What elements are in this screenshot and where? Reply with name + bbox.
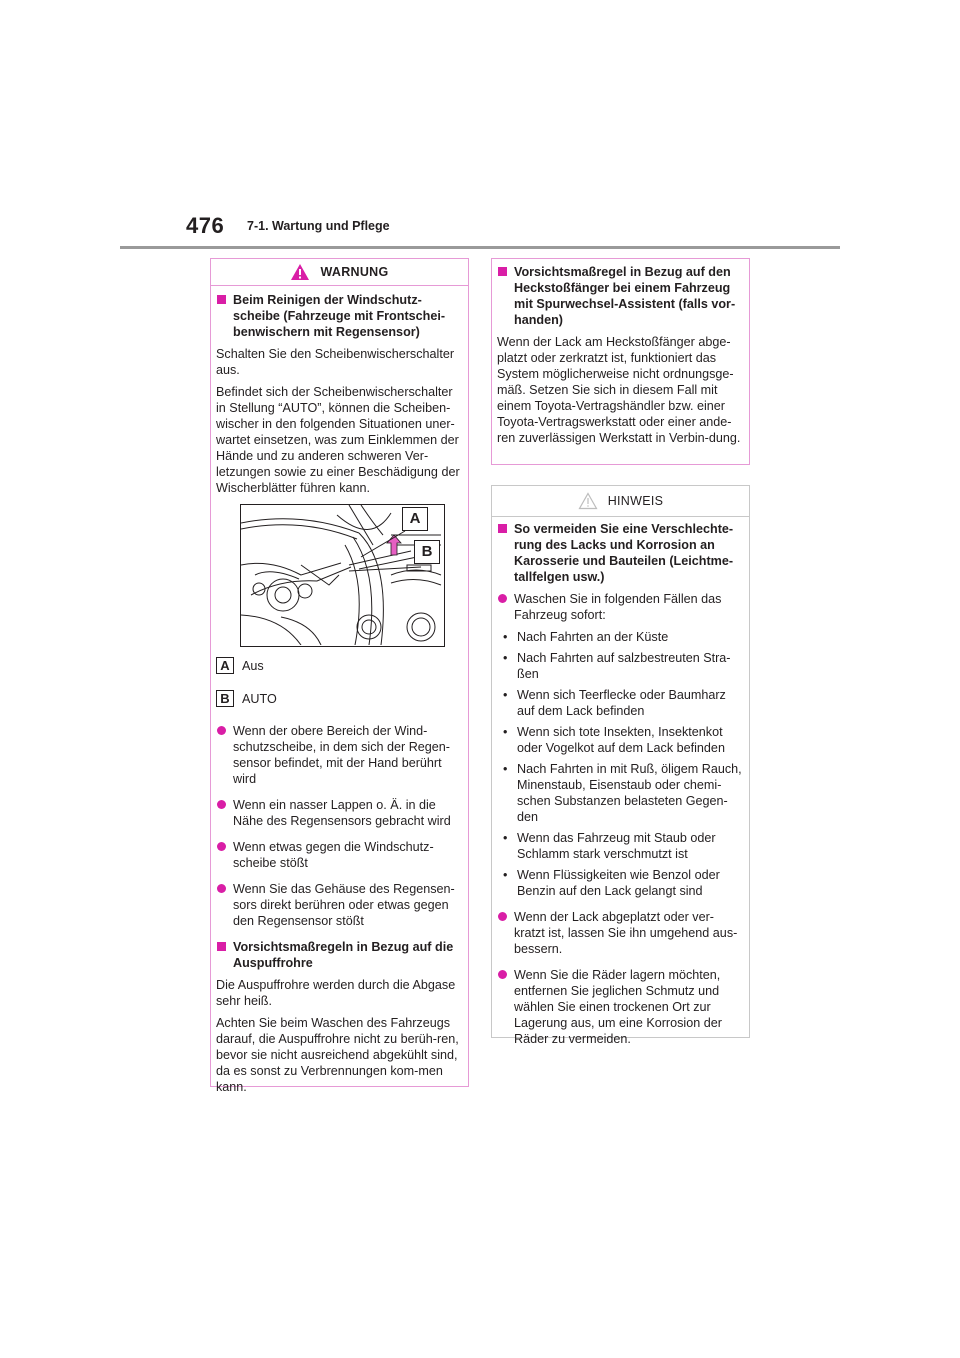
dash-item-text: Nach Fahrten an der Küste bbox=[517, 630, 669, 644]
list-item-text: Waschen Sie in folgenden Fällen das Fahrzeug sofort: bbox=[514, 592, 722, 622]
dash-item-text: Wenn Flüssigkeiten wie Benzol oder Benzin auf den Lack gelangt sind bbox=[517, 868, 720, 898]
heading-text: Vorsichtsmaßregel in Bezug auf den Heckstoßfänger bei einem Fahrzeug mit Spurwechsel-Assistent (falls vor-handen) bbox=[514, 265, 736, 327]
circle-bullet-icon bbox=[217, 726, 226, 735]
notice-box-header bbox=[492, 486, 749, 517]
warning-paragraph: Befindet sich der Scheibenwischerschalter in Stellung “AUTO”, können die Scheiben-wischer in den folgenden Situationen uner-wartet einsetzen, was zum Einklemmen der Hände und zu anderen schweren Ver-letzungen sowie zu einer Beschädigung der Wischerblätter führen kann. bbox=[216, 385, 460, 495]
list-item bbox=[497, 591, 744, 623]
circle-bullet-icon bbox=[498, 594, 507, 603]
warning-title: WARNUNG bbox=[320, 265, 389, 279]
warning-box bbox=[210, 258, 469, 1094]
warning-triangle-icon bbox=[290, 263, 310, 281]
dash-item-text: Wenn sich tote Insekten, Insektenkot oder Vogelkot auf dem Lack befinden bbox=[517, 725, 725, 755]
dash-item-text: Wenn das Fahrzeug mit Staub oder Schlamm stark verschmutzt ist bbox=[517, 831, 716, 861]
legend-item bbox=[216, 690, 463, 707]
header-divider bbox=[120, 246, 840, 249]
dash-item: • Wenn sich tote Insekten, Insektenkot oder Vogelkot auf dem Lack befinden bbox=[497, 724, 744, 756]
dash-item-text: Nach Fahrten auf salzbestreuten Stra-ßen bbox=[517, 651, 731, 681]
legend-badge: B bbox=[216, 690, 234, 707]
list-item-text: Wenn Sie die Räder lagern möchten, entfernen Sie jeglichen Schmutz und wählen Sie einen trockenen Ort zur Lagerung aus, um eine Korrosion der Räder zu vermeiden. bbox=[514, 968, 722, 1046]
figure-callout-b: B bbox=[414, 540, 440, 564]
circle-bullet-icon bbox=[217, 884, 226, 893]
warning-paragraph: Die Auspuffrohre werden durch die Abgase sehr heiß. bbox=[216, 978, 456, 1008]
notice-heading bbox=[497, 521, 744, 585]
circle-bullet-icon bbox=[217, 842, 226, 851]
list-item bbox=[497, 909, 744, 957]
list-item-text: Wenn der obere Bereich der Wind-schutzscheibe, in dem sich der Regen-sensor befindet, mit der Hand berührt wird bbox=[233, 724, 451, 786]
heading-text: Vorsichtsmaßregeln in Bezug auf die Auspuffrohre bbox=[233, 940, 454, 970]
square-bullet-icon bbox=[498, 267, 507, 276]
list-item bbox=[216, 881, 463, 929]
dash-item: • Wenn Flüssigkeiten wie Benzol oder Benzin auf den Lack gelangt sind bbox=[497, 867, 744, 899]
list-item bbox=[216, 723, 463, 787]
dash-item-text: Wenn sich Teerflecke oder Baumharz auf dem Lack befinden bbox=[517, 688, 726, 718]
legend-item bbox=[216, 657, 463, 674]
circle-bullet-icon bbox=[498, 912, 507, 921]
heading-text: Beim Reinigen der Windschutz-scheibe (Fahrzeuge mit Frontschei-benwischern mit Regensensor) bbox=[233, 293, 446, 339]
circle-bullet-icon bbox=[217, 800, 226, 809]
dash-item: • Wenn sich Teerflecke oder Baumharz auf dem Lack befinden bbox=[497, 687, 744, 719]
heading-text: So vermeiden Sie eine Verschlechte-rung des Lacks und Korrosion an Karosserie und Bauteilen (Leichtme-tallfelgen usw.) bbox=[514, 522, 734, 584]
list-item bbox=[216, 839, 463, 871]
figure-callout-a: A bbox=[402, 507, 428, 531]
dash-item: • Wenn das Fahrzeug mit Staub oder Schlamm stark verschmutzt ist bbox=[497, 830, 744, 862]
dash-item-text: Nach Fahrten in mit Ruß, öligem Rauch, Minenstaub, Eisenstaub oder chemi-schen Substanzen belasteten Gegen-den bbox=[517, 762, 742, 824]
legend-text: Aus bbox=[242, 658, 264, 673]
legend-text: AUTO bbox=[242, 691, 277, 706]
list-item-text: Wenn etwas gegen die Windschutz-scheibe stößt bbox=[233, 840, 434, 870]
legend-badge: A bbox=[216, 657, 234, 674]
dash-item: • Nach Fahrten auf salzbestreuten Stra-ßen bbox=[497, 650, 744, 682]
warning-paragraph: Schalten Sie den Scheibenwischerschalter aus. bbox=[216, 347, 455, 377]
warning-heading-windshield bbox=[216, 292, 463, 340]
list-item-text: Wenn ein nasser Lappen o. Ä. in die Nähe des Regensensors gebracht wird bbox=[233, 798, 451, 828]
circle-bullet-icon bbox=[498, 970, 507, 979]
page-number: 476 bbox=[186, 213, 225, 238]
warning-paragraph: Achten Sie beim Waschen des Fahrzeugs darauf, die Auspuffrohre nicht zu berüh-ren, bevor sie nicht ausreichend abgekühlt sind, da es sonst zu Verbrennungen kom-men kann. bbox=[216, 1016, 459, 1094]
dash-item: • Nach Fahrten in mit Ruß, öligem Rauch, Minenstaub, Eisenstaub oder chemi-schen Substanzen belasteten Gegen-den bbox=[497, 761, 744, 825]
square-bullet-icon bbox=[498, 524, 507, 533]
notice-title: HINWEIS bbox=[607, 494, 664, 508]
section-title: 7-1. Wartung und Pflege bbox=[247, 219, 390, 233]
list-item bbox=[216, 797, 463, 829]
bumper-paragraph: Wenn der Lack am Heckstoßfänger abge-platzt oder zerkratzt ist, funktioniert das System möglicherweise nicht ordnungsge-mäß. Setzen Sie sich in diesem Fall mit einem Toyota-Vertragshändler bzw. einer Toyota-Vertragswerkstatt oder einer ande-ren zuverlässigen Werkstatt in Verbin-dung. bbox=[497, 335, 741, 445]
warning-box-header bbox=[211, 259, 468, 286]
list-item-text: Wenn der Lack abgeplatzt oder ver-kratzt ist, lassen Sie ihn umgehend aus-bessern. bbox=[514, 910, 738, 956]
list-item bbox=[497, 967, 744, 1047]
dash-item: • Nach Fahrten an der Küste bbox=[503, 630, 669, 644]
square-bullet-icon bbox=[217, 295, 226, 304]
list-item-text: Wenn Sie das Gehäuse des Regensen-sors direkt berühren oder etwas gegen den Regensensor stößt bbox=[233, 882, 455, 928]
warning-heading-exhaust bbox=[216, 939, 463, 971]
notice-triangle-icon bbox=[578, 492, 598, 510]
bumper-warning-box bbox=[491, 258, 750, 465]
square-bullet-icon bbox=[217, 942, 226, 951]
notice-box bbox=[491, 485, 750, 1046]
bumper-heading bbox=[497, 264, 744, 328]
